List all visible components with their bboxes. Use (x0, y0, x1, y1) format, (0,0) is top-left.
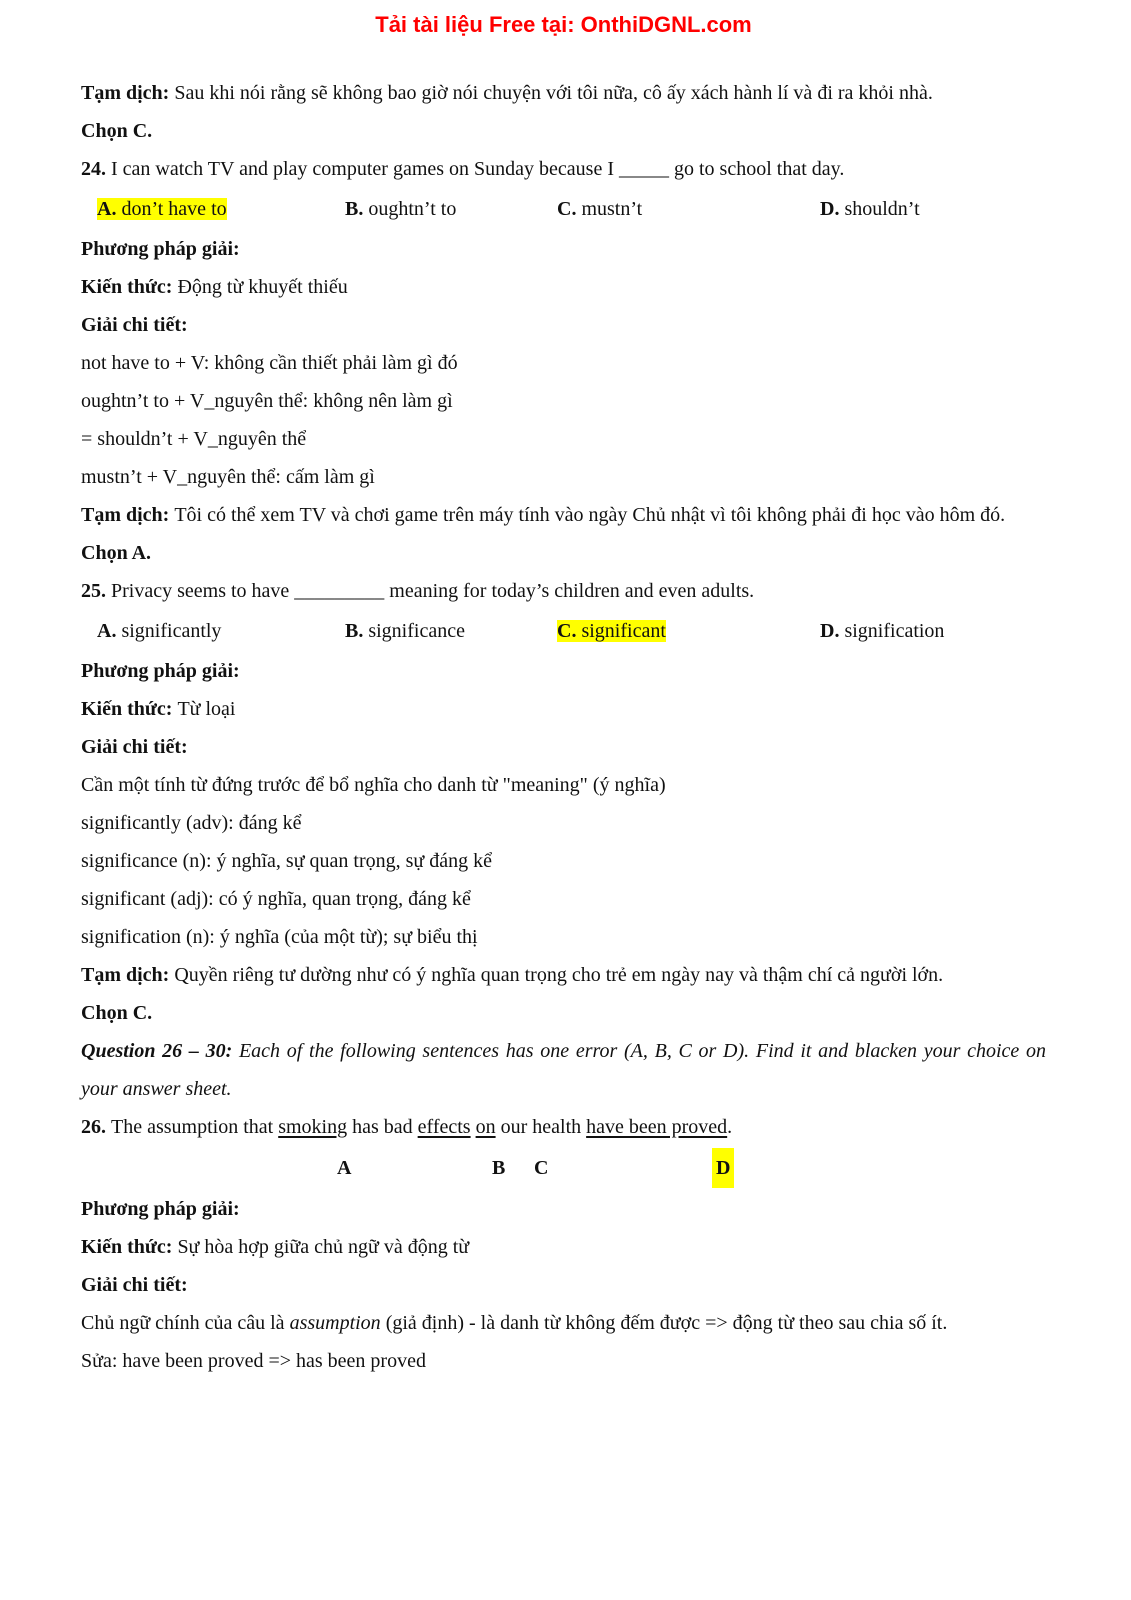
text-segment: The assumption that (111, 1116, 279, 1138)
text-segment: Giải chi tiết: (81, 1274, 188, 1296)
paragraph (81, 880, 1046, 918)
paragraph (81, 1032, 1046, 1108)
text-segment: Sửa: have been proved => has been proved (81, 1350, 426, 1372)
paragraph (81, 112, 1046, 150)
text-segment: Quyền riêng tư dường như có ý nghĩa quan trọng cho trẻ em ngày nay và thậm chí cả người lớn. (174, 964, 944, 986)
paragraph (81, 382, 1046, 420)
answer-options-row (81, 612, 1046, 650)
text-segment: mustn’t + V_nguyên thể: cấm làm gì (81, 466, 375, 488)
paragraph (81, 1228, 1046, 1266)
option-letter: D. (820, 198, 840, 220)
text-segment: signification (n): ý nghĩa (của một từ); sự biểu thị (81, 926, 478, 948)
error-letter-highlighted: D (712, 1148, 734, 1188)
text-segment: Kiến thức: (81, 698, 178, 720)
text-segment: Phương pháp giải: (81, 660, 240, 682)
text-segment: assumption (289, 1312, 381, 1334)
option-letter: A. (97, 620, 117, 642)
highlighted-answer (557, 620, 666, 642)
text-segment: . (727, 1116, 733, 1138)
text-segment: Tạm dịch: (81, 504, 175, 526)
option-text: significantly (116, 620, 222, 642)
option-letter: D. (820, 620, 840, 642)
text-segment: Giải chi tiết: (81, 736, 188, 758)
paragraph (81, 268, 1046, 306)
option-letter: B. (345, 198, 364, 220)
paragraph (81, 1108, 1046, 1146)
answer-option (820, 190, 1046, 228)
option-text: shouldn’t (839, 198, 920, 220)
text-segment: Tạm dịch: (81, 964, 175, 986)
option-text: significant (576, 620, 666, 642)
document-body (81, 74, 1046, 1380)
text-segment: has bad (347, 1116, 418, 1138)
answer-option (345, 190, 557, 228)
site-header-banner: Tải tài liệu Free tại: OnthiDGNL.com (375, 12, 752, 37)
answer-option (557, 190, 820, 228)
text-segment: Tôi có thể xem TV và chơi game trên máy tính vào ngày Chủ nhật vì tôi không phải đi học vào hôm đó. (174, 504, 1006, 526)
text-segment: Tạm dịch: (81, 82, 175, 104)
paragraph (81, 458, 1046, 496)
option-text: oughtn’t to (363, 198, 457, 220)
paragraph (81, 420, 1046, 458)
option-letter: C. (557, 198, 577, 220)
underlined-text: effects (417, 1116, 471, 1138)
text-segment: significantly (adv): đáng kể (81, 812, 302, 834)
text-segment: Cần một tính từ đứng trước để bổ nghĩa cho danh từ "meaning" (ý nghĩa) (81, 774, 666, 796)
text-segment: I can watch TV and play computer games on Sunday because I _____ go to school that day. (111, 158, 845, 180)
paragraph (81, 918, 1046, 956)
underlined-text: have been proved (586, 1116, 728, 1138)
text-segment: Phương pháp giải: (81, 1198, 240, 1220)
text-segment: = shouldn’t + V_nguyên thể (81, 428, 307, 450)
text-segment: our health (495, 1116, 587, 1138)
answer-option (820, 612, 1046, 650)
paragraph (81, 690, 1046, 728)
text-segment: Each of the following sentences has one error (A, B, C or D). Find it and blacken your choice on your answer sheet. (81, 1040, 1047, 1100)
option-letter: B. (345, 620, 364, 642)
text-segment: significance (n): ý nghĩa, sự quan trọng, sự đáng kể (81, 850, 493, 872)
text-segment: 25. (81, 580, 111, 602)
paragraph (81, 728, 1046, 766)
paragraph (81, 572, 1046, 610)
text-segment: Kiến thức: (81, 1236, 178, 1258)
answer-content (345, 620, 465, 642)
text-segment: Question 26 – 30: (81, 1040, 239, 1062)
text-segment: Chọn A. (81, 542, 152, 564)
underlined-text: on (475, 1116, 496, 1138)
option-letter: A. (97, 198, 117, 220)
text-segment: Sau khi nói rằng sẽ không bao giờ nói chuyện với tôi nữa, cô ấy xách hành lí và đi ra khỏi nhà. (174, 82, 933, 104)
text-segment: Phương pháp giải: (81, 238, 240, 260)
answer-content (820, 620, 944, 642)
text-segment: Privacy seems to have _________ meaning for today’s children and even adults. (111, 580, 755, 602)
paragraph (81, 74, 1046, 112)
text-segment: Chủ ngữ chính của câu là (81, 1312, 290, 1334)
text-segment: significant (adj): có ý nghĩa, quan trọng, đáng kể (81, 888, 471, 910)
text-segment: Kiến thức: (81, 276, 178, 298)
text-segment: Từ loại (177, 698, 236, 720)
answer-content (820, 198, 920, 220)
text-segment: Giải chi tiết: (81, 314, 188, 336)
paragraph (81, 1190, 1046, 1228)
option-text: mustn’t (576, 198, 643, 220)
text-segment: (giả định) - là danh từ không đếm được => động từ theo sau chia số ít. (380, 1312, 948, 1334)
text-segment: oughtn’t to + V_nguyên thể: không nên làm gì (81, 390, 453, 412)
text-segment: Sự hòa hợp giữa chủ ngữ và động từ (177, 1236, 470, 1258)
paragraph (81, 804, 1046, 842)
error-letters-row (81, 1148, 1046, 1188)
paragraph (81, 344, 1046, 382)
paragraph (81, 1266, 1046, 1304)
error-letter: B (492, 1157, 506, 1179)
answer-content (345, 198, 456, 220)
paragraph (81, 842, 1046, 880)
answer-options-row (81, 190, 1046, 228)
text-segment: 26. (81, 1116, 111, 1138)
text-segment: Chọn C. (81, 120, 153, 142)
paragraph (81, 534, 1046, 572)
text-segment: not have to + V: không cần thiết phải làm gì đó (81, 352, 458, 374)
text-segment: 24. (81, 158, 111, 180)
option-letter: C. (557, 620, 577, 642)
paragraph (81, 496, 1046, 534)
paragraph (81, 652, 1046, 690)
answer-option (345, 612, 557, 650)
option-text: significance (363, 620, 465, 642)
error-letter: A (337, 1157, 352, 1179)
option-text: signification (839, 620, 945, 642)
highlighted-answer (97, 198, 227, 220)
paragraph (81, 1342, 1046, 1380)
paragraph (81, 306, 1046, 344)
paragraph (81, 994, 1046, 1032)
answer-option (557, 612, 820, 650)
error-letter: C (534, 1157, 549, 1179)
option-text: don’t have to (116, 198, 227, 220)
answer-content (97, 620, 221, 642)
answer-content (557, 198, 642, 220)
answer-option (97, 612, 345, 650)
paragraph (81, 766, 1046, 804)
paragraph (81, 956, 1046, 994)
text-segment: Chọn C. (81, 1002, 153, 1024)
text-segment: Động từ khuyết thiếu (177, 276, 348, 298)
underlined-text: smoking (278, 1116, 348, 1138)
answer-option (97, 190, 345, 228)
paragraph (81, 230, 1046, 268)
paragraph (81, 150, 1046, 188)
paragraph (81, 1304, 1046, 1342)
